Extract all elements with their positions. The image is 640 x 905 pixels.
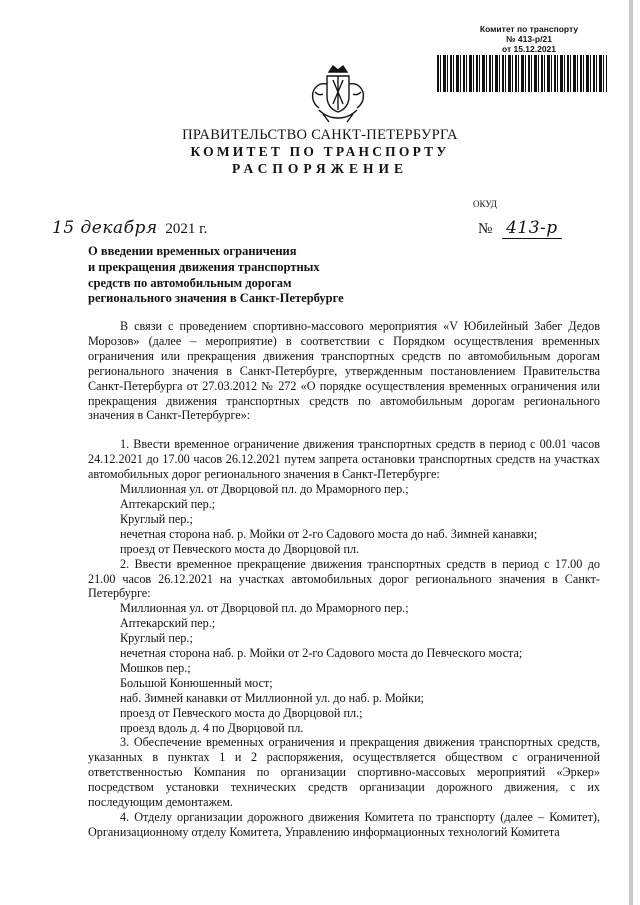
date-year: 2021 г.: [165, 221, 208, 237]
item-2-paragraph: 2. Ввести временное прекращение движения транспортных средств в период с 17.00 до 21.00 часов 26.12.2021 на участках автомобильных дорог регионального значения в Санкт-Петербурге:: [88, 556, 600, 601]
stamp-line-2: № 413-р/21: [506, 34, 552, 44]
number-sign: №: [478, 221, 493, 237]
street-item: Аптекарский пер.;: [120, 616, 216, 631]
street-item: нечетная сторона наб. р. Мойки от 2-го Садового моста до наб. Зимней канавки;: [120, 526, 538, 541]
document-number: [478, 218, 562, 238]
handwritten-date: 15 декабря: [52, 218, 158, 238]
coat-of-arms-icon: [309, 62, 367, 124]
okud-label: ОКУД: [473, 199, 497, 209]
committee-header: КОМИТЕТ ПО ТРАНСПОРТУ: [190, 144, 450, 159]
street-item: нечетная сторона наб. р. Мойки от 2-го Садового моста до Певческого моста;: [120, 646, 523, 661]
street-item: Круглый пер.;: [120, 511, 193, 526]
street-item: Мошков пер.;: [120, 660, 191, 675]
street-item: Миллионная ул. от Дворцовой пл. до Мраморного пер.;: [120, 482, 409, 497]
stamp-line-3: от 15.12.2021: [501, 44, 557, 54]
street-item: наб. Зимней канавки от Миллионной ул. до наб. р. Мойки;: [120, 690, 425, 705]
street-item: Большой Конюшенный мост;: [120, 675, 273, 690]
item-4-paragraph: 4. Отделу организации дорожного движения Комитета по транспорту (далее – Комитет), Организационному отделу Комитета, Управлению информационных технологий Комитета: [88, 810, 600, 839]
government-header: ПРАВИТЕЛЬСТВО САНКТ-ПЕТЕРБУРГА: [182, 127, 458, 143]
street-item: проезд от Певческого моста до Дворцовой пл.;: [120, 705, 363, 720]
street-item: Аптекарский пер.;: [120, 496, 216, 511]
street-item: Круглый пер.;: [120, 631, 193, 646]
title-line: О введении временных ограничения: [88, 244, 297, 258]
registration-stamp: [470, 24, 588, 54]
preamble-paragraph: В связи с проведением спортивно-массового мероприятия «V Юбилейный Забег Дедов Морозов» (далее – мероприятие) в соответствии с Порядком осуществления временных ограничения или прекращения движения транспортных средств по автомобильным дорогам регионального значения в Санкт-Петербурге, утвержденным постановлением Правительства Санкт-Петербурга от 27.03.2012 № 272 «О порядке осуществления временных ограничения или прекращения движения транспортных средств по автомобильным дорогам регионального значения в Санкт-Петербурге»:: [88, 319, 600, 423]
document-title: [88, 244, 344, 307]
document-type-header: РАСПОРЯЖЕНИЕ: [231, 161, 409, 176]
document-date: [52, 218, 207, 238]
street-item: Миллионная ул. от Дворцовой пл. до Мраморного пер.;: [120, 601, 409, 616]
item-1-paragraph: 1. Ввести временное ограничение движения транспортных средств в период с 00.01 часов 24.12.2021 до 17.00 часов 26.12.2021 путем запрета остановки транспортных средств на участках автомобильных дорог регионального значения в Санкт-Петербурге:: [88, 437, 600, 482]
stamp-line-1: Комитет по транспорту: [479, 24, 579, 34]
barcode: [437, 55, 607, 92]
street-item: проезд вдоль д. 4 по Дворцовой пл.: [120, 720, 304, 735]
item-3-paragraph: 3. Обеспечение временных ограничения и прекращения движения транспортных средств, указанных в пунктах 1 и 2 распоряжения, осуществляется обществом с ограниченной ответственностью Компания по организации спортивно-массовых мероприятий «Эркер» посредством установки технических средств организации дорожного движения, с их последующим демонтажем.: [88, 735, 600, 810]
title-line: средств по автомобильным дорогам: [88, 275, 292, 290]
handwritten-number: 413-р: [502, 218, 562, 239]
title-line: и прекращения движения транспортных: [88, 259, 320, 274]
street-item: проезд от Певческого моста до Дворцовой пл.: [120, 541, 360, 556]
document-body: [88, 319, 600, 840]
title-line: регионального значения в Санкт-Петербурге: [88, 291, 344, 306]
